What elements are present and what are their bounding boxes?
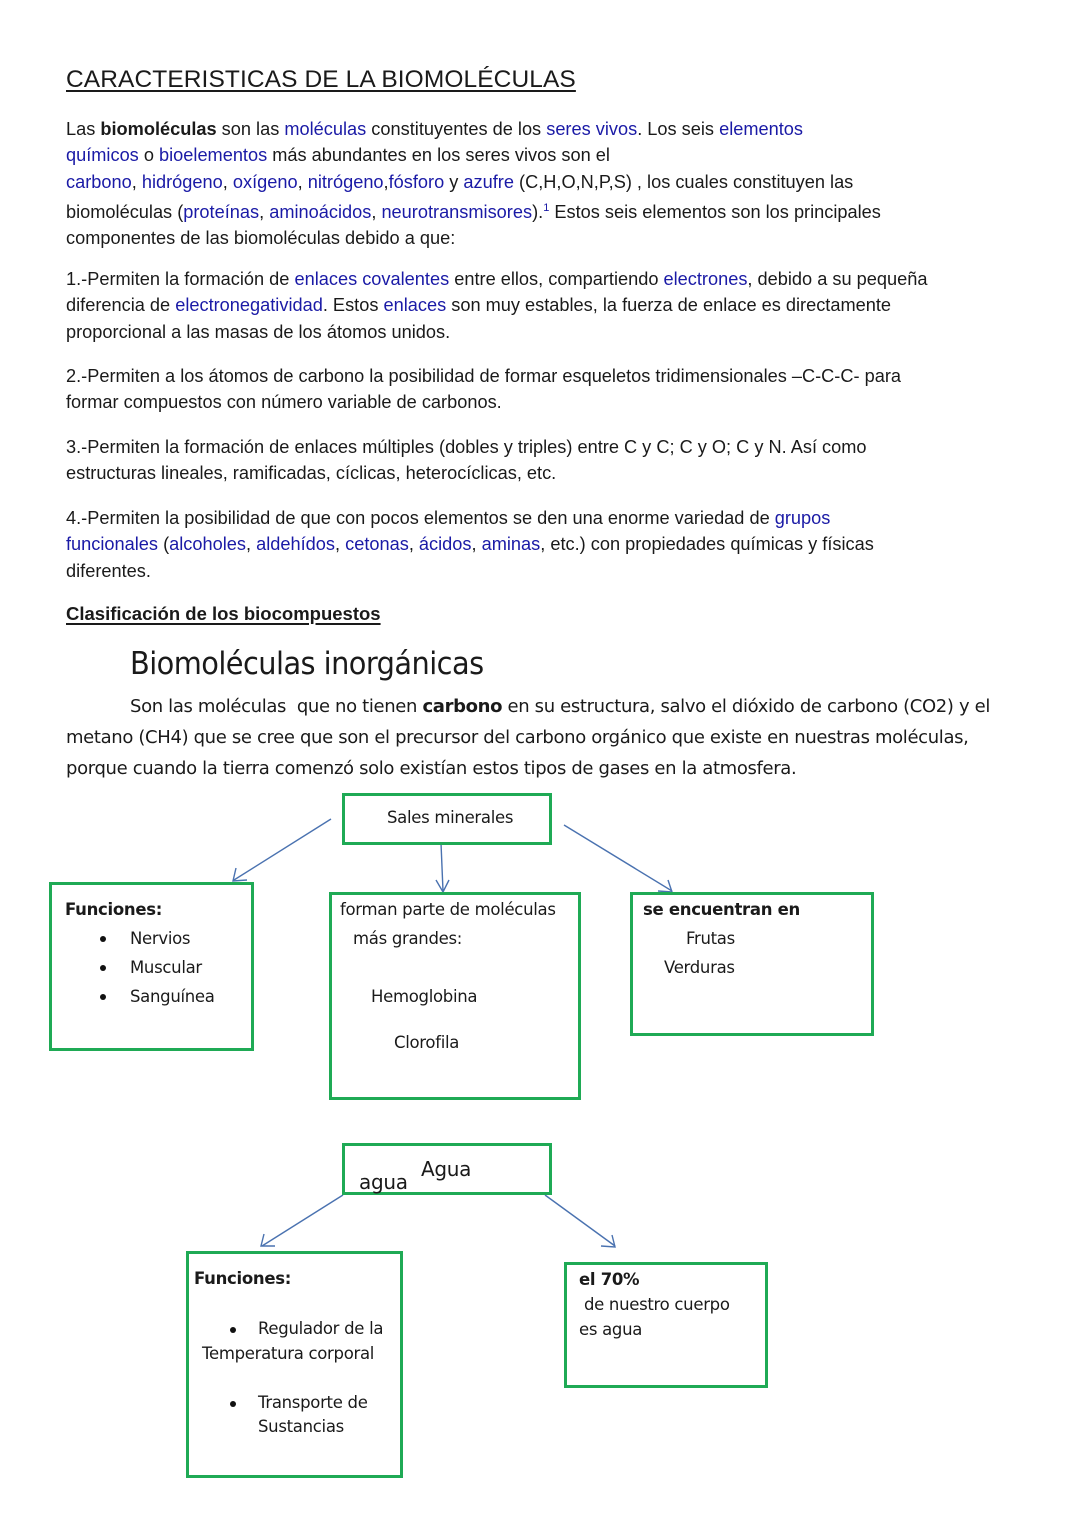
inline-link[interactable]: enlaces (383, 295, 447, 316)
bullet-icon (100, 965, 106, 971)
box-heading: Funciones: (194, 1269, 292, 1288)
inline-link[interactable]: aminoácidos (269, 201, 372, 222)
inline-link[interactable]: electrones (663, 269, 748, 289)
list-item: Nervios (130, 929, 191, 948)
inline-link[interactable]: hidrógeno (141, 171, 223, 192)
point-line: 2.-Permiten a los átomos de carbono la posibilidad de formar esqueletos tridimensionales –C-C-C- para (66, 366, 902, 386)
point-line: 3.-Permiten la formación de enlaces múltiples (dobles y triples) entre C y C; C y O; C y N. Así como (66, 437, 867, 457)
classification-heading: Clasificación de los biocompuestos (66, 603, 381, 624)
sales-minerales-node (342, 793, 552, 845)
sales-found-box (630, 892, 874, 1036)
sales-functions-box (49, 882, 254, 1051)
inline-link[interactable]: químicos (66, 145, 139, 166)
page-title: CARACTERISTICAS DE LA BIOMOLÉCULAS (66, 66, 576, 93)
section-title: Biomoléculas inorgánicas (130, 646, 484, 682)
inline-link[interactable]: cetonas (345, 534, 409, 555)
inline-link[interactable]: aldehídos (256, 534, 335, 555)
inline-link[interactable]: proteínas (183, 201, 260, 222)
point-line: proporcional a las masas de los átomos unidos. (66, 321, 451, 342)
list-item: Frutas (686, 929, 735, 948)
bullet-icon (230, 1327, 236, 1333)
point-line: 4.-Permiten la posibilidad de que con pocos elementos se den una enorme variedad de grupos (66, 508, 831, 528)
inline-link[interactable]: carbono (66, 171, 132, 192)
inline-link[interactable]: fósforo (388, 171, 445, 192)
section-intro-line: metano (CH4) que se cree que son el precursor del carbono orgánico que existe en nuestras moléculas, (66, 726, 969, 748)
inline-link[interactable]: bioelementos (159, 145, 268, 166)
inline-link[interactable]: enlaces covalentes (294, 269, 450, 289)
section-intro-line: porque cuando la tierra comenzó solo existían estos tipos de gases en la atmosfera. (66, 757, 797, 779)
inline-link[interactable]: aminas (481, 534, 541, 555)
point-line: 1.-Permiten la formación de enlaces covalentes entre ellos, compartiendo electrones, debido a su pequeña (66, 269, 928, 289)
inline-link[interactable]: neurotransmisores (381, 201, 533, 222)
list-item: Hemoglobina (371, 987, 478, 1006)
box-heading: el 70% (579, 1270, 640, 1289)
list-item: Sustancias (258, 1417, 344, 1436)
inline-link[interactable]: funcionales (66, 534, 159, 555)
inline-link[interactable]: grupos (774, 508, 831, 528)
intro-line: biomoléculas (proteínas, aminoácidos, neurotransmisores).$^1$ Estos seis elementos son los principales (66, 201, 881, 222)
inline-link[interactable]: moléculas (284, 119, 367, 139)
inline-link[interactable]: azufre (463, 171, 514, 192)
list-item: Muscular (130, 958, 202, 977)
box-heading: Funciones: (65, 900, 163, 919)
list-item: Transporte de (258, 1393, 368, 1412)
box-text: más grandes: (353, 929, 463, 948)
node-label: Agua (421, 1157, 472, 1181)
intro-line: componentes de las biomoléculas debido a que: (66, 228, 456, 249)
bullet-icon (230, 1401, 236, 1407)
agua-overlay-text: agua (359, 1170, 408, 1194)
inline-link[interactable]: alcoholes (169, 534, 246, 555)
bullet-icon (100, 936, 106, 942)
inline-link[interactable]: nitrógeno (307, 171, 384, 192)
agua-percent-box (564, 1262, 768, 1388)
point-line: diferencia de electronegatividad. Estos enlaces son muy estables, la fuerza de enlace es directamente (66, 295, 892, 316)
inline-link[interactable]: oxígeno (232, 171, 298, 192)
list-item: Temperatura corporal (202, 1344, 375, 1363)
node-label: Sales minerales (387, 808, 514, 827)
agua-functions-box (186, 1251, 403, 1478)
list-item: Clorofila (394, 1033, 460, 1052)
box-heading: se encuentran en (643, 900, 800, 919)
list-item: Sanguínea (130, 987, 215, 1006)
bullet-icon (100, 994, 106, 1000)
list-item: Verduras (664, 958, 735, 977)
box-text: es agua (579, 1320, 643, 1339)
section-intro-line: Son las moléculas que no tienen carbono en su estructura, salvo el dióxido de carbono (CO2) y el (130, 696, 991, 717)
box-text: de nuestro cuerpo (579, 1295, 730, 1314)
point-line: funcionales (alcoholes, aldehídos, cetonas, ácidos, aminas, etc.) con propiedades químicas y físicas (66, 534, 874, 555)
point-line: estructuras lineales, ramificadas, cíclicas, heterocíclicas, etc. (66, 463, 557, 484)
box-text: forman parte de moléculas (340, 900, 556, 919)
intro-line: químicos o bioelementos más abundantes en los seres vivos son el (66, 145, 610, 166)
sales-molecules-box (329, 892, 581, 1100)
inline-link[interactable]: seres vivos (546, 119, 638, 139)
inline-link[interactable]: elementos (719, 119, 803, 139)
inline-link[interactable]: ácidos (418, 534, 472, 555)
inline-link[interactable]: electronegatividad (175, 295, 323, 316)
intro-line: Las biomoléculas son las moléculas constituyentes de los seres vivos. Los seis elementos (66, 119, 803, 139)
point-line: diferentes. (66, 560, 151, 581)
intro-line: carbono, hidrógeno, oxígeno, nitrógeno,fósforo y azufre (C,H,O,N,P,S) , los cuales constituyen las (66, 171, 854, 192)
point-line: formar compuestos con número variable de carbonos. (66, 392, 502, 413)
list-item: Regulador de la (258, 1319, 384, 1338)
